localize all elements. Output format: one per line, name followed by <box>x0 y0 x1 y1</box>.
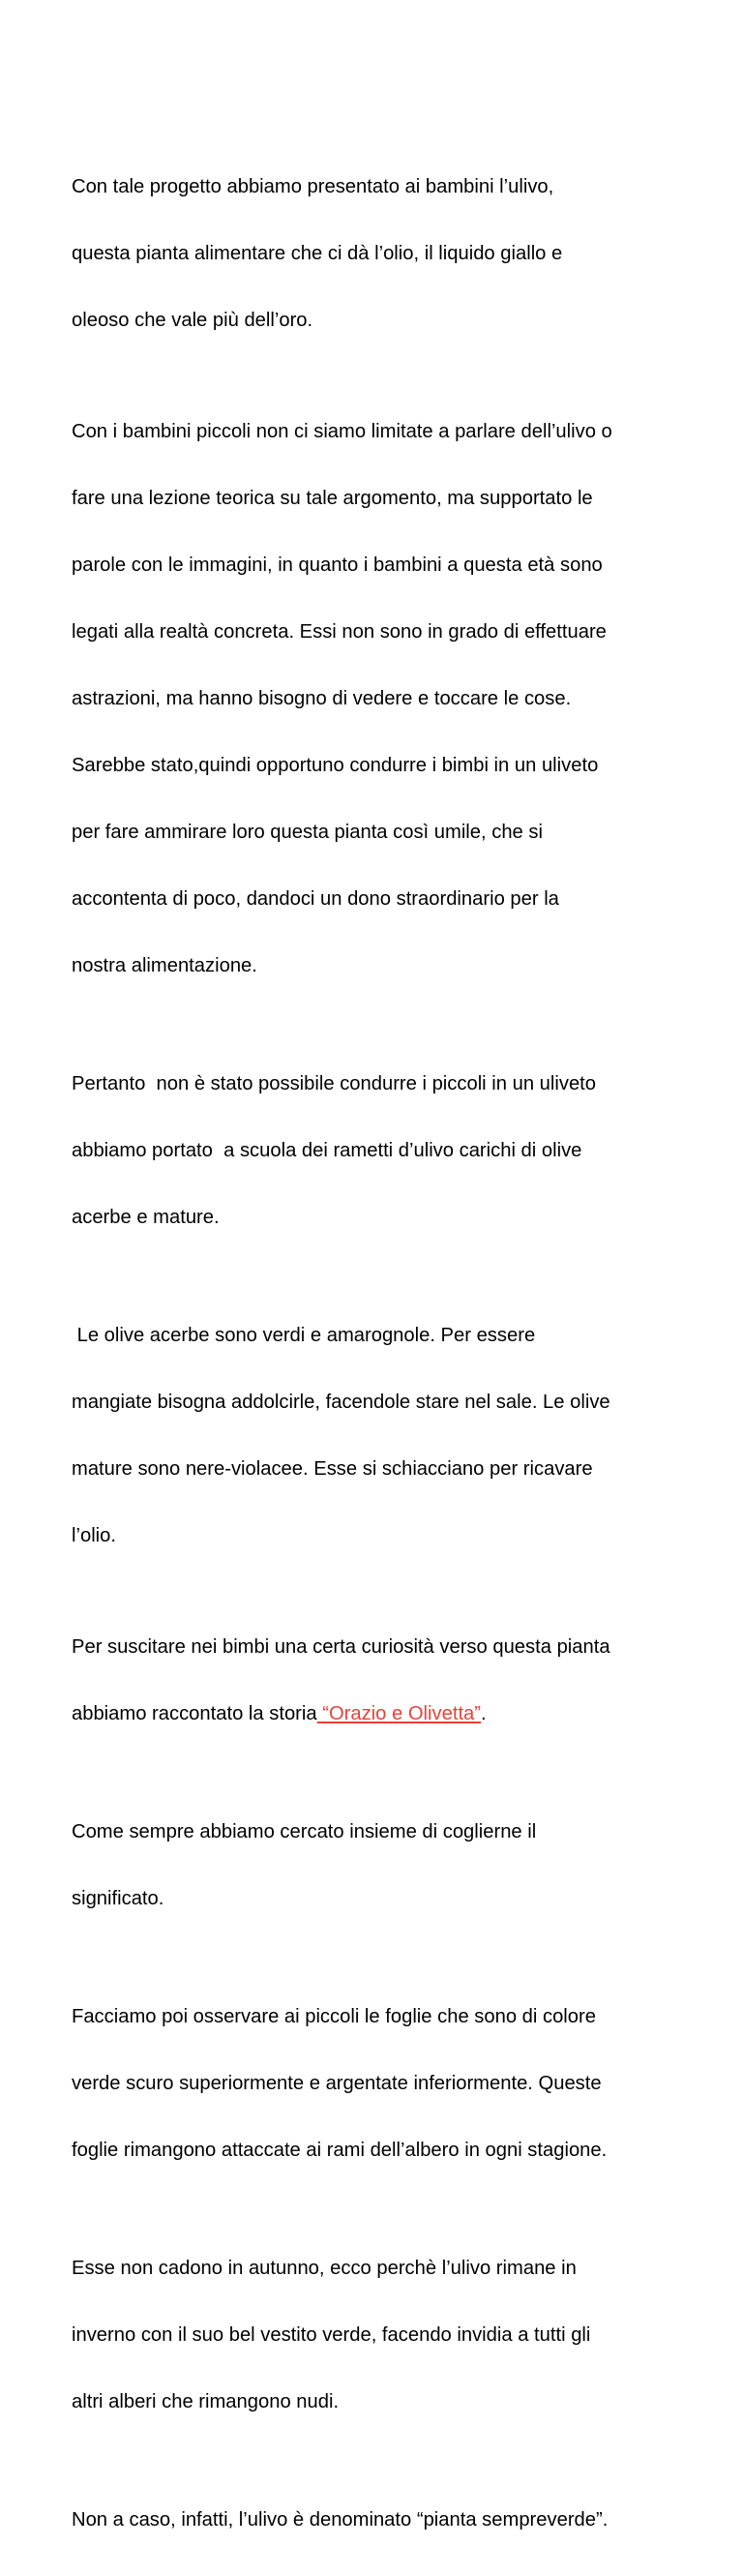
text-line-with-link <box>72 1703 691 1725</box>
text-line: Facciamo poi osservare ai piccoli le foglie che sono di colore <box>72 2006 596 2027</box>
text-line: accontenta di poco, dandoci un dono straordinario per la <box>72 888 559 910</box>
document-body <box>72 132 691 2576</box>
text-line: astrazioni, ma hanno bisogno di vedere e toccare le cose. <box>72 688 572 709</box>
paragraph-winter <box>72 2213 691 2458</box>
text-line: legati alla realtà concreta. Essi non sono in grado di effettuare <box>72 621 607 643</box>
text-segment: . <box>481 1703 487 1724</box>
text-line: Con i bambini piccoli non ci siamo limitate a parlare dell’ulivo o <box>72 421 612 442</box>
paragraph-meaning <box>72 1777 691 1955</box>
paragraph-branches <box>72 1029 691 1273</box>
text-line: mangiate bisogna addolcirle, facendole stare nel sale. Le olive <box>72 1392 610 1413</box>
paragraph-intro <box>72 132 691 376</box>
text-line: inverno con il suo bel vestito verde, facendo invidia a tutti gli <box>72 2324 591 2346</box>
text-line: foglie rimangono attaccate ai rami dell’albero in ogni stagione. <box>72 2140 608 2161</box>
text-line: Le olive acerbe sono verdi e amarognole. Per essere <box>72 1325 536 1346</box>
paragraph-evergreen <box>72 2465 691 2576</box>
text-line: nostra alimentazione. <box>72 955 257 976</box>
paragraph-leaves <box>72 1962 691 2206</box>
text-line: parole con le immagini, in quanto i bambini a questa età sono <box>72 554 603 576</box>
text-line: altri alberi che rimangono nudi. <box>72 2391 340 2412</box>
text-line: Pertanto non è stato possibile condurre i piccoli in un uliveto <box>72 1073 597 1094</box>
text-line: Non a caso, infatti, l’ulivo è denominato “pianta sempreverde”. <box>72 2509 609 2531</box>
text-segment: abbiamo raccontato la storia <box>72 1703 317 1724</box>
text-line: Sarebbe stato,quindi opportuno condurre i bimbi in un uliveto <box>72 755 599 776</box>
paragraph-approach <box>72 376 691 1022</box>
paragraph-story <box>72 1592 691 1770</box>
text-line: oleoso che vale più dell’oro. <box>72 310 313 331</box>
text-line: questa pianta alimentare che ci dà l’olio, il liquido giallo e <box>72 243 563 264</box>
text-line: l’olio. <box>72 1525 117 1546</box>
paragraph-olives <box>72 1280 691 1592</box>
text-line: Come sempre abbiamo cercato insieme di coglierne il <box>72 1821 537 1842</box>
text-line: verde scuro superiormente e argentate inferiormente. Queste <box>72 2073 602 2094</box>
text-line: fare una lezione teorica su tale argomento, ma supportato le <box>72 488 593 509</box>
story-link[interactable]: “Orazio e Olivetta” <box>316 1703 482 1724</box>
text-line: abbiamo portato a scuola dei rametti d’ulivo carichi di olive <box>72 1140 582 1161</box>
text-line: significato. <box>72 1888 164 1909</box>
text-line: per fare ammirare loro questa pianta così umile, che si <box>72 822 543 843</box>
text-line: Con tale progetto abbiamo presentato ai bambini l’ulivo, <box>72 176 554 197</box>
text-line: Per suscitare nei bimbi una certa curiosità verso questa pianta <box>72 1636 610 1658</box>
text-line: acerbe e mature. <box>72 1207 220 1228</box>
text-line: mature sono nere-violacee. Esse si schiacciano per ricavare <box>72 1458 593 1480</box>
text-line: Esse non cadono in autunno, ecco perchè l’ulivo rimane in <box>72 2258 577 2279</box>
